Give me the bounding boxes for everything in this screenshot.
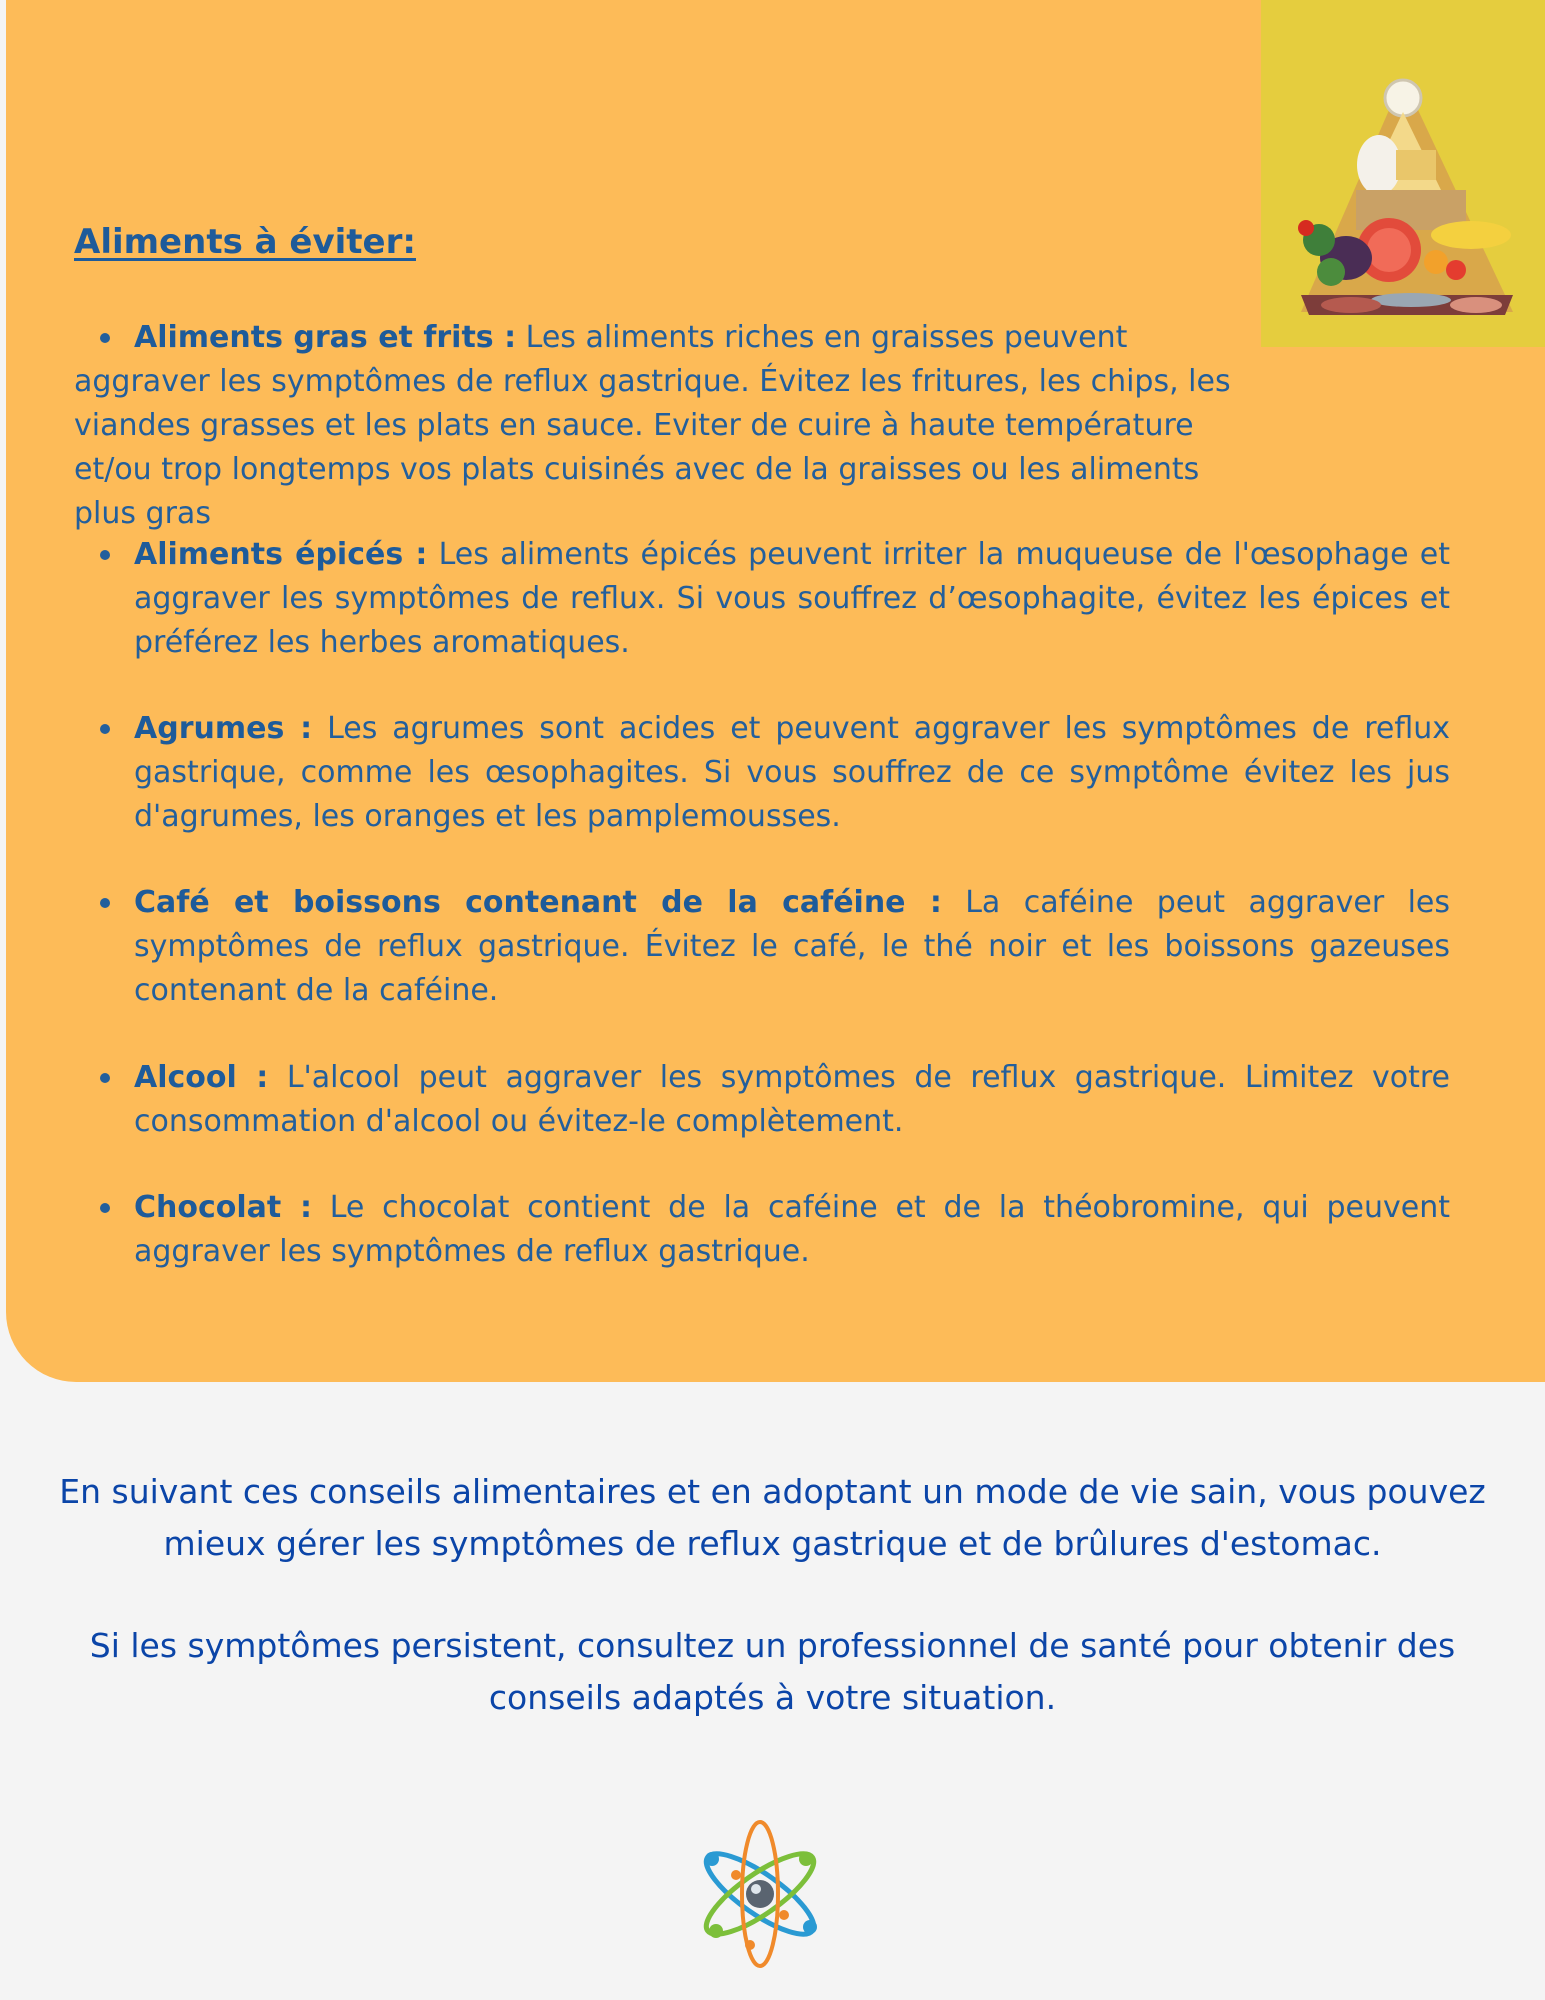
footer-paragraph-advice: En suivant ces conseils alimentaires et en adoptant un mode de vie sain, vous pouvez mieux gérer les symptômes de reflux gastrique et de brûlures d'estomac. [59,1472,1486,1563]
item-text: aggraver les symptômes de reflux gastrique. Évitez les fritures, les chips, les viandes grasses et les plats en sauce. Eviter de cuire à haute température et/ou trop longtemps vos plats cuisinés avec de la graisses ou les aliments plus gras [74,364,1231,531]
footer-paragraph-consult: Si les symptômes persistent, consultez un professionnel de santé pour obtenir des conseils adaptés à votre situation. [89,1626,1456,1717]
item-title: Chocolat : [134,1190,312,1225]
food-pyramid-image [1261,0,1545,347]
item-title: Café et boissons contenant de la caféine : [134,885,942,920]
item-text: L'alcool peut aggraver les symptômes de reflux gastrique. Limitez votre consommation d'alcool ou évitez-le complètement. [134,1060,1451,1139]
list-item-spicy-foods [134,533,1450,665]
item-text: Les aliments épicés peuvent irriter la muqueuse de l'œsophage et aggraver les symptômes de reflux. Si vous souffrez d’œsophagite, évitez les épices et préférez les herbes aromatiques. [134,537,1450,660]
atom-logo-icon [688,1815,832,1973]
item-title: Alcool : [134,1060,269,1095]
item-title: Aliments épicés : [134,537,428,572]
section-heading: Aliments à éviter: [74,222,416,262]
list-item-chocolate [134,1186,1450,1274]
item-text: La caféine peut aggraver les symptômes de reflux gastrique. Évitez le café, le thé noir et les boissons gazeuses contenant de la caféine. [134,885,1450,1008]
list-item-fatty-foods [74,316,1254,536]
list-item-citrus [134,707,1450,839]
item-text: Le chocolat contient de la caféine et de la théobromine, qui peuvent aggraver les symptômes de reflux gastrique. [134,1190,1450,1269]
item-title: Aliments gras et frits : [134,320,517,355]
item-text: Les agrumes sont acides et peuvent aggraver les symptômes de reflux gastrique, comme les œsophagites. Si vous souffrez de ce symptôme évitez les jus d'agrumes, les oranges et les pamplemousses. [134,711,1451,834]
list-item-alcohol [134,1056,1450,1144]
list-item-caffeine [134,881,1450,1013]
item-title: Agrumes : [134,711,313,746]
item-lead: Les aliments riches en graisses peuvent [516,320,1128,355]
